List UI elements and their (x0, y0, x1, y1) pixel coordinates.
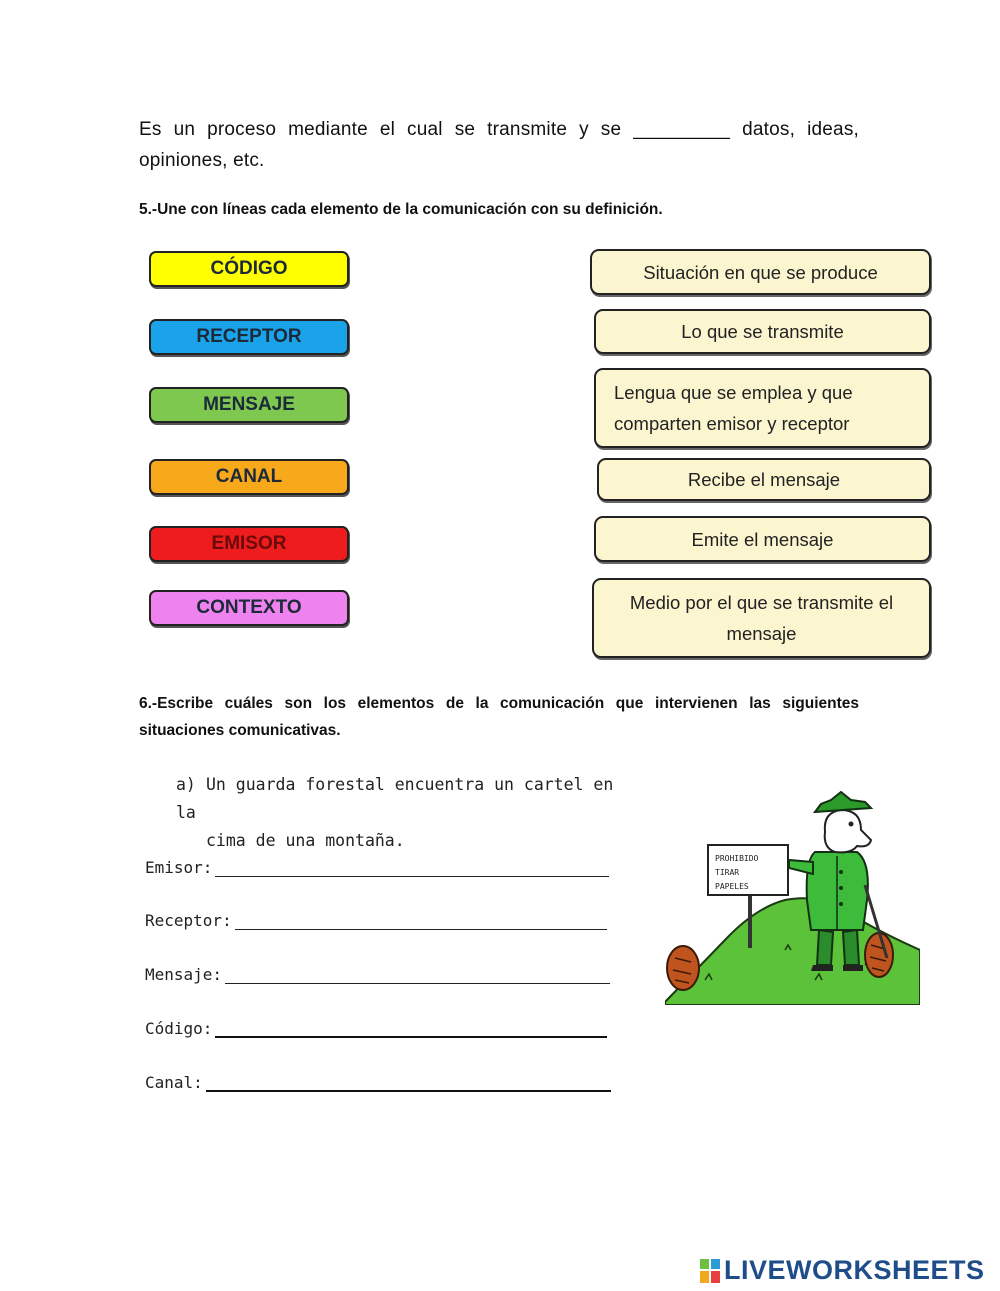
definition-box[interactable]: Lengua que se emplea y que comparten emisor y receptor (594, 368, 931, 448)
answer-line-receptor[interactable] (235, 909, 607, 930)
field-mensaje (145, 954, 610, 984)
definition-box[interactable]: Medio por el que se transmite el mensaje (592, 578, 931, 658)
term-mensaje[interactable]: MENSAJE (149, 387, 349, 423)
sign-text: PROHIBIDO (715, 854, 759, 863)
field-codigo (145, 1008, 607, 1038)
brand-icon (700, 1259, 720, 1283)
field-label: Receptor: (145, 911, 232, 930)
question-5: 5.-Une con líneas cada elemento de la comunicación con su definición. (139, 201, 663, 218)
answer-line-canal[interactable] (206, 1070, 611, 1092)
definition-box[interactable]: Emite el mensaje (594, 516, 931, 562)
brand-text: LIVEWORKSHEETS (724, 1255, 985, 1285)
bush-left (667, 946, 699, 990)
ranger-hat (815, 792, 871, 812)
definition-box[interactable]: Recibe el mensaje (597, 458, 931, 501)
intro-text: Es un proceso mediante el cual se transmite y se _________ datos, ideas, opiniones, etc. (139, 119, 859, 171)
answer-line-codigo[interactable] (215, 1016, 607, 1038)
answer-line-mensaje[interactable] (225, 963, 610, 984)
definition-box[interactable]: Lo que se transmite (594, 309, 931, 354)
field-canal (145, 1062, 611, 1092)
term-codigo[interactable]: CÓDIGO (149, 251, 349, 287)
term-contexto[interactable]: CONTEXTO (149, 590, 349, 626)
question-6: 6.-Escribe cuáles son los elementos de la comunicación que intervienen las siguientes situaciones comunicativas. (139, 695, 859, 739)
field-label: Emisor: (145, 858, 213, 877)
term-receptor[interactable]: RECEPTOR (149, 319, 349, 355)
term-emisor[interactable]: EMISOR (149, 526, 349, 562)
term-canal[interactable]: CANAL (149, 459, 349, 495)
definition-box[interactable]: Situación en que se produce (590, 249, 931, 295)
scenario-marker: a) (176, 775, 196, 794)
scenario-line-2: cima de una montaña. (206, 831, 405, 850)
field-label: Canal: (145, 1073, 203, 1092)
field-label: Mensaje: (145, 965, 223, 984)
sign-post (748, 890, 752, 948)
field-emisor (145, 847, 609, 877)
scenario-line-1: Un guarda forestal encuentra un cartel en la (176, 775, 614, 822)
sign-text: TIRAR (715, 868, 740, 877)
answer-line-emisor[interactable] (215, 856, 609, 877)
scenario-a (176, 771, 636, 855)
field-label: Código: (145, 1019, 213, 1038)
ranger-arm (789, 860, 813, 874)
ranger-illustration (665, 790, 920, 1005)
ranger-head (825, 810, 871, 852)
field-receptor (145, 900, 607, 930)
brand-logo[interactable] (700, 1255, 985, 1286)
sign-text: PAPELES (715, 882, 749, 891)
